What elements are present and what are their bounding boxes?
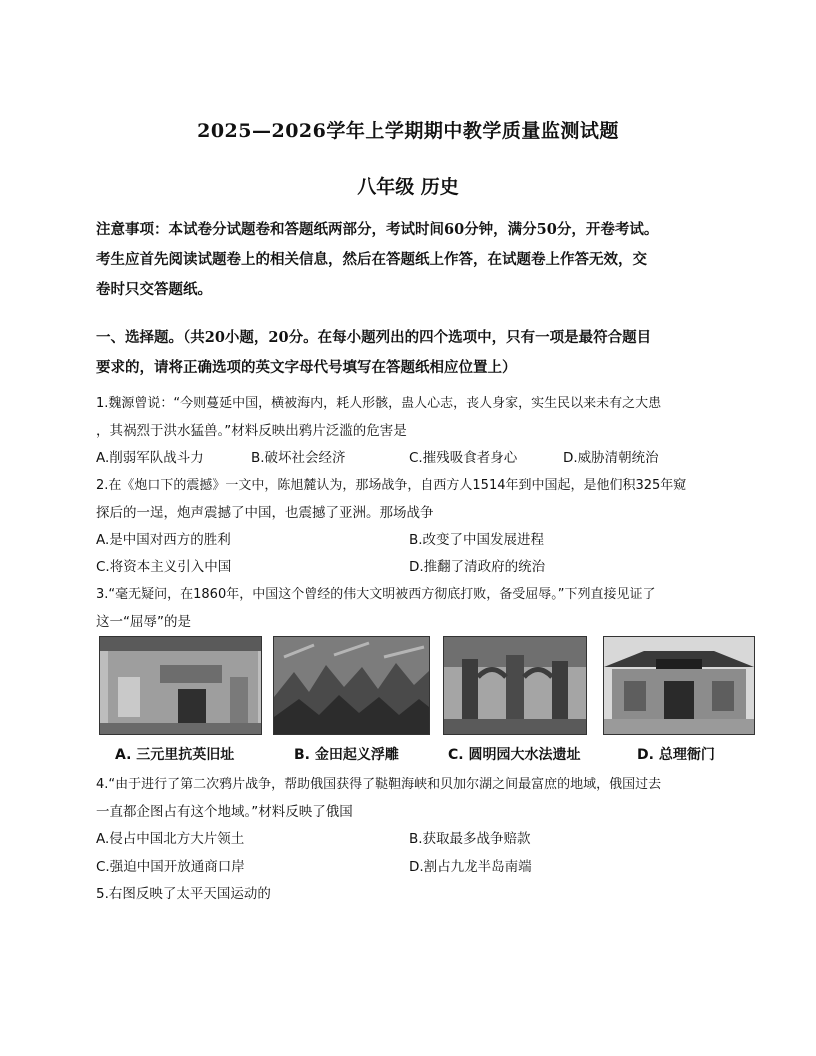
q2-stem-line-2: 探后的一逞，炮声震撼了中国，也震撼了亚洲。那场战争 — [96, 505, 434, 521]
photo-zongli-yamen — [603, 636, 755, 735]
notice-line-3: 卷时只交答题纸。 — [96, 281, 212, 298]
q1-stem-line-2: ，其祸烈于洪水猛兽。”材料反映出鸦片泛滥的危害是 — [96, 423, 407, 439]
q1-option-d: D.威胁清朝统治 — [563, 450, 659, 466]
q4-stem-line-1: 4.“由于进行了第二次鸦片战争，帮助俄国获得了鞑靼海峡和贝加尔湖之间最富庶的地域，俄国过去 — [96, 777, 662, 792]
notice-line-1: 注意事项：本试卷分试题卷和答题纸两部分，考试时间60分钟，满分50分，开卷考试。 — [96, 221, 659, 238]
q1-option-a: A.削弱军队战斗力 — [96, 450, 204, 466]
q4-option-c: C.强迫中国开放通商口岸 — [96, 859, 245, 875]
photo-sanyuanli-site — [99, 636, 262, 735]
q1-stem-line-1: 1.魏源曾说：“今则蔓延中国，横被海内，耗人形骸，蛊人心志，丧人身家，实生民以来未有之大患 — [96, 396, 662, 411]
q4-option-a: A.侵占中国北方大片领土 — [96, 831, 245, 847]
q3-option-c: C. 圆明园大水法遗址 — [448, 747, 581, 763]
q1-option-b: B.破坏社会经济 — [251, 450, 346, 466]
section-heading-line-2: 要求的，请将正确选项的英文字母代号填写在答题纸相应位置上） — [96, 359, 517, 376]
exam-title: 2025—2026学年上学期期中教学质量监测试题 — [197, 120, 619, 142]
q4-stem-line-2: 一直都企图占有这个地域。”材料反映了俄国 — [96, 804, 353, 820]
q3-stem-line-2: 这一“屈辱”的是 — [96, 614, 191, 630]
q3-option-d: D. 总理衙门 — [637, 747, 715, 763]
photo-jintian-relief — [273, 636, 430, 735]
q4-option-d: D.割占九龙半岛南端 — [409, 859, 532, 875]
q3-option-a: A. 三元里抗英旧址 — [115, 747, 235, 763]
q3-stem-line-1: 3.“毫无疑问，在1860年，中国这个曾经的伟大文明被西方彻底打败，备受屈辱。”下列直接见证了 — [96, 587, 656, 602]
notice-line-2: 考生应首先阅读试题卷上的相关信息，然后在答题纸上作答，在试题卷上作答无效，交 — [96, 251, 647, 268]
q2-option-a: A.是中国对西方的胜利 — [96, 532, 231, 548]
q3-option-b: B. 金田起义浮雕 — [294, 747, 399, 763]
photo-yuanmingyuan-ruins — [443, 636, 587, 735]
q2-stem-line-1: 2.在《炮口下的震撼》一文中，陈旭麓认为，那场战争，自西方人1514年到中国起，是他们积325年窥 — [96, 478, 687, 493]
section-heading-line-1: 一、选择题。（共20小题，20分。在每小题列出的四个选项中，只有一项是最符合题目 — [96, 329, 652, 346]
q2-option-c: C.将资本主义引入中国 — [96, 559, 232, 575]
exam-subtitle: 八年级 历史 — [357, 176, 459, 198]
q2-option-d: D.推翻了清政府的统治 — [409, 559, 546, 575]
q5-stem-line-1: 5.右图反映了太平天国运动的 — [96, 886, 271, 902]
q4-option-b: B.获取最多战争赔款 — [409, 831, 531, 847]
q1-option-c: C.摧残吸食者身心 — [409, 450, 518, 466]
q2-option-b: B.改变了中国发展进程 — [409, 532, 545, 548]
